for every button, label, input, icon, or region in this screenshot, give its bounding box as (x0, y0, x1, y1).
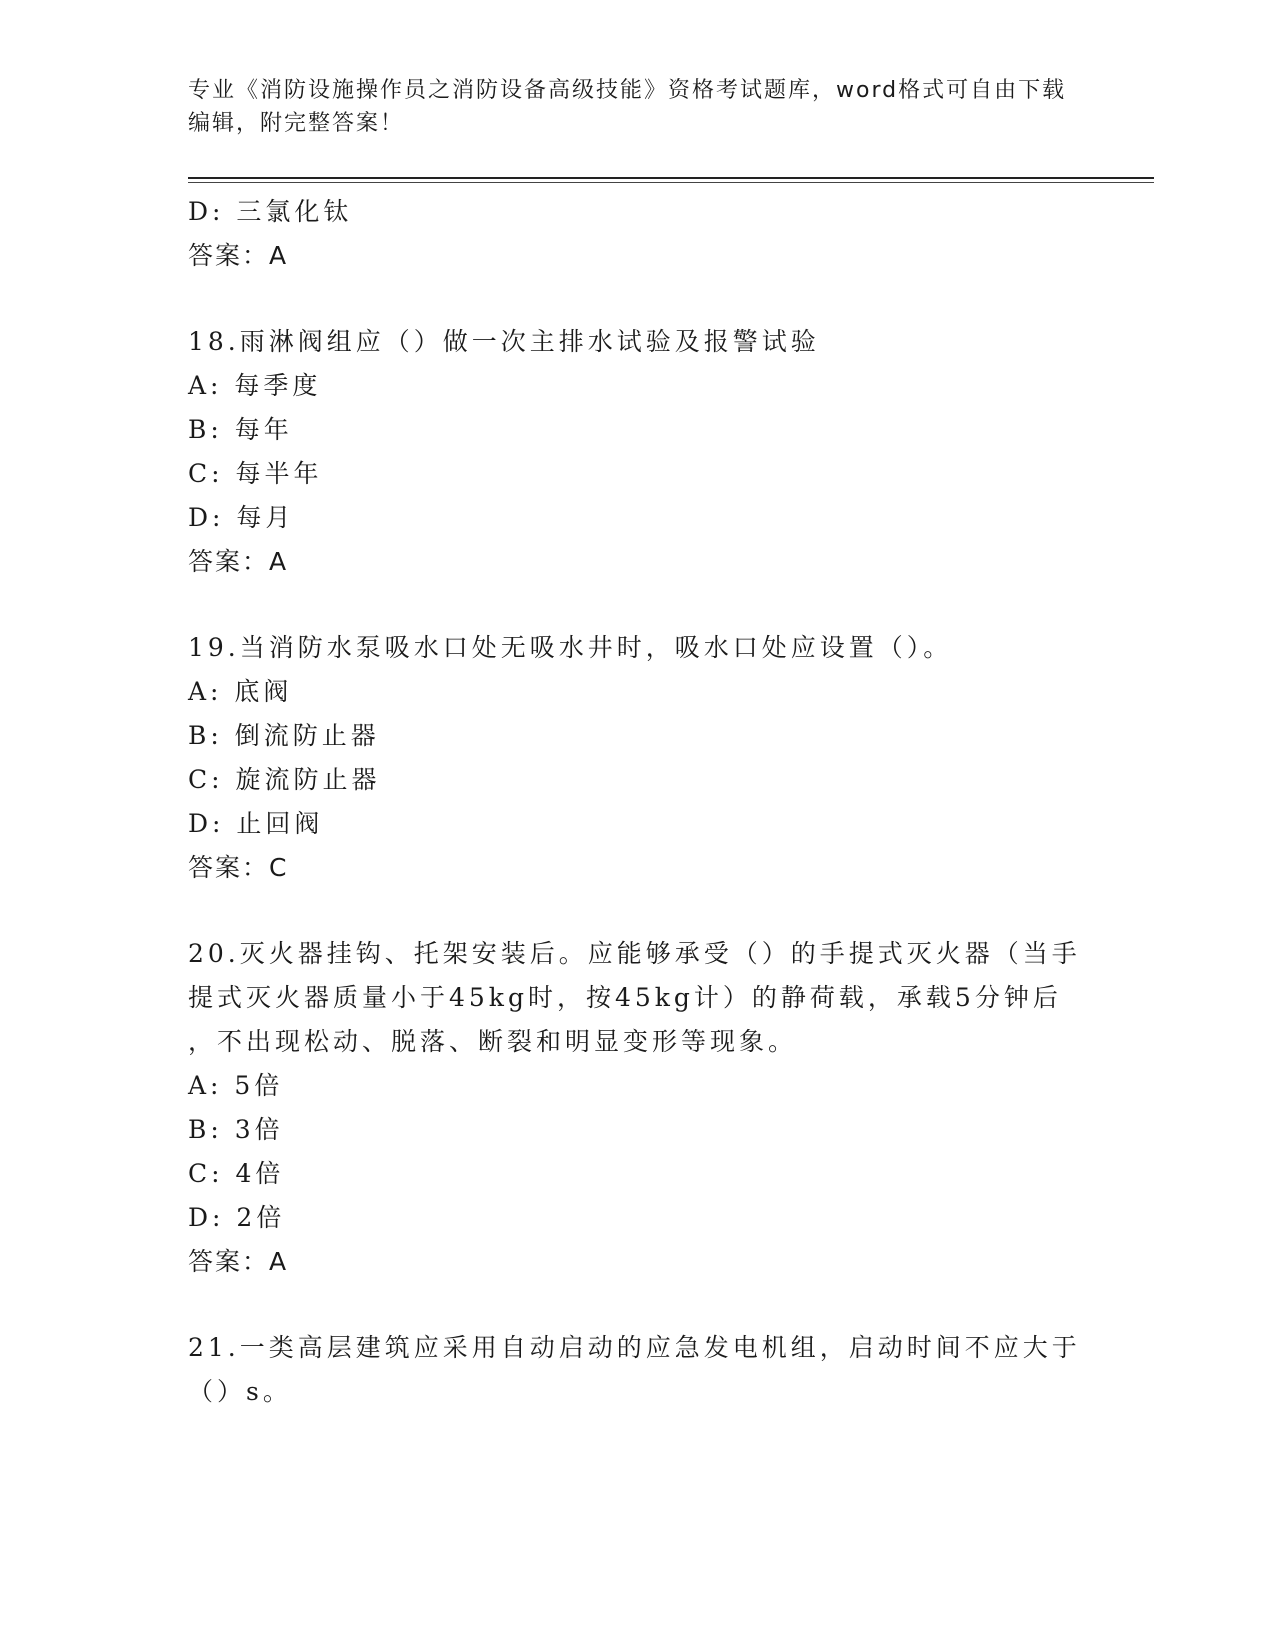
q20-stem-line-1: 20.灭火器挂钩、托架安装后。应能够承受（）的手提式灭火器（当手 (188, 939, 1081, 968)
q19-answer: 答案：C (188, 853, 289, 882)
q18-answer: 答案：A (188, 547, 289, 576)
q20-stem-line-2: 提式灭火器质量小于45kg时，按45kg计）的静荷载，承载5分钟后 (188, 983, 1062, 1012)
q19-stem: 19.当消防水泵吸水口处无吸水井时，吸水口处应设置（）。 (188, 633, 953, 662)
q18-option-a: A: 每季度 (188, 371, 322, 400)
q18-option-c: C: 每半年 (188, 459, 323, 488)
q20-option-a: A: 5倍 (188, 1071, 284, 1100)
q21-stem-line-2: （）s。 (188, 1377, 292, 1406)
document-header: 专业《消防设施操作员之消防设备高级技能》资格考试题库，word格式可自由下载编辑，附完整答案！ (188, 78, 1067, 136)
q18-option-b: B: 每年 (188, 415, 293, 444)
q19-option-a: A: 底阀 (188, 677, 293, 706)
q19-option-b: B: 倒流防止器 (188, 721, 380, 750)
header-divider-thick (188, 177, 1154, 179)
q20-option-b: B: 3倍 (188, 1115, 284, 1144)
q18-stem: 18.雨淋阀组应（）做一次主排水试验及报警试验 (188, 327, 820, 356)
q17-option-d: D: 三氯化钛 (188, 197, 353, 226)
q19-option-c: C: 旋流防止器 (188, 765, 381, 794)
q17-answer: 答案：A (188, 241, 289, 270)
header-divider-thin (188, 182, 1154, 183)
q21-stem-line-1: 21.一类高层建筑应采用自动启动的应急发电机组，启动时间不应大于 (188, 1333, 1081, 1362)
q18-option-d: D: 每月 (188, 503, 295, 532)
q20-answer: 答案：A (188, 1247, 289, 1276)
q20-stem-line-3: ，不出现松动、脱落、断裂和明显变形等现象。 (188, 1027, 798, 1056)
q20-option-d: D: 2倍 (188, 1203, 286, 1232)
q20-option-c: C: 4倍 (188, 1159, 285, 1188)
q19-option-d: D: 止回阀 (188, 809, 324, 838)
